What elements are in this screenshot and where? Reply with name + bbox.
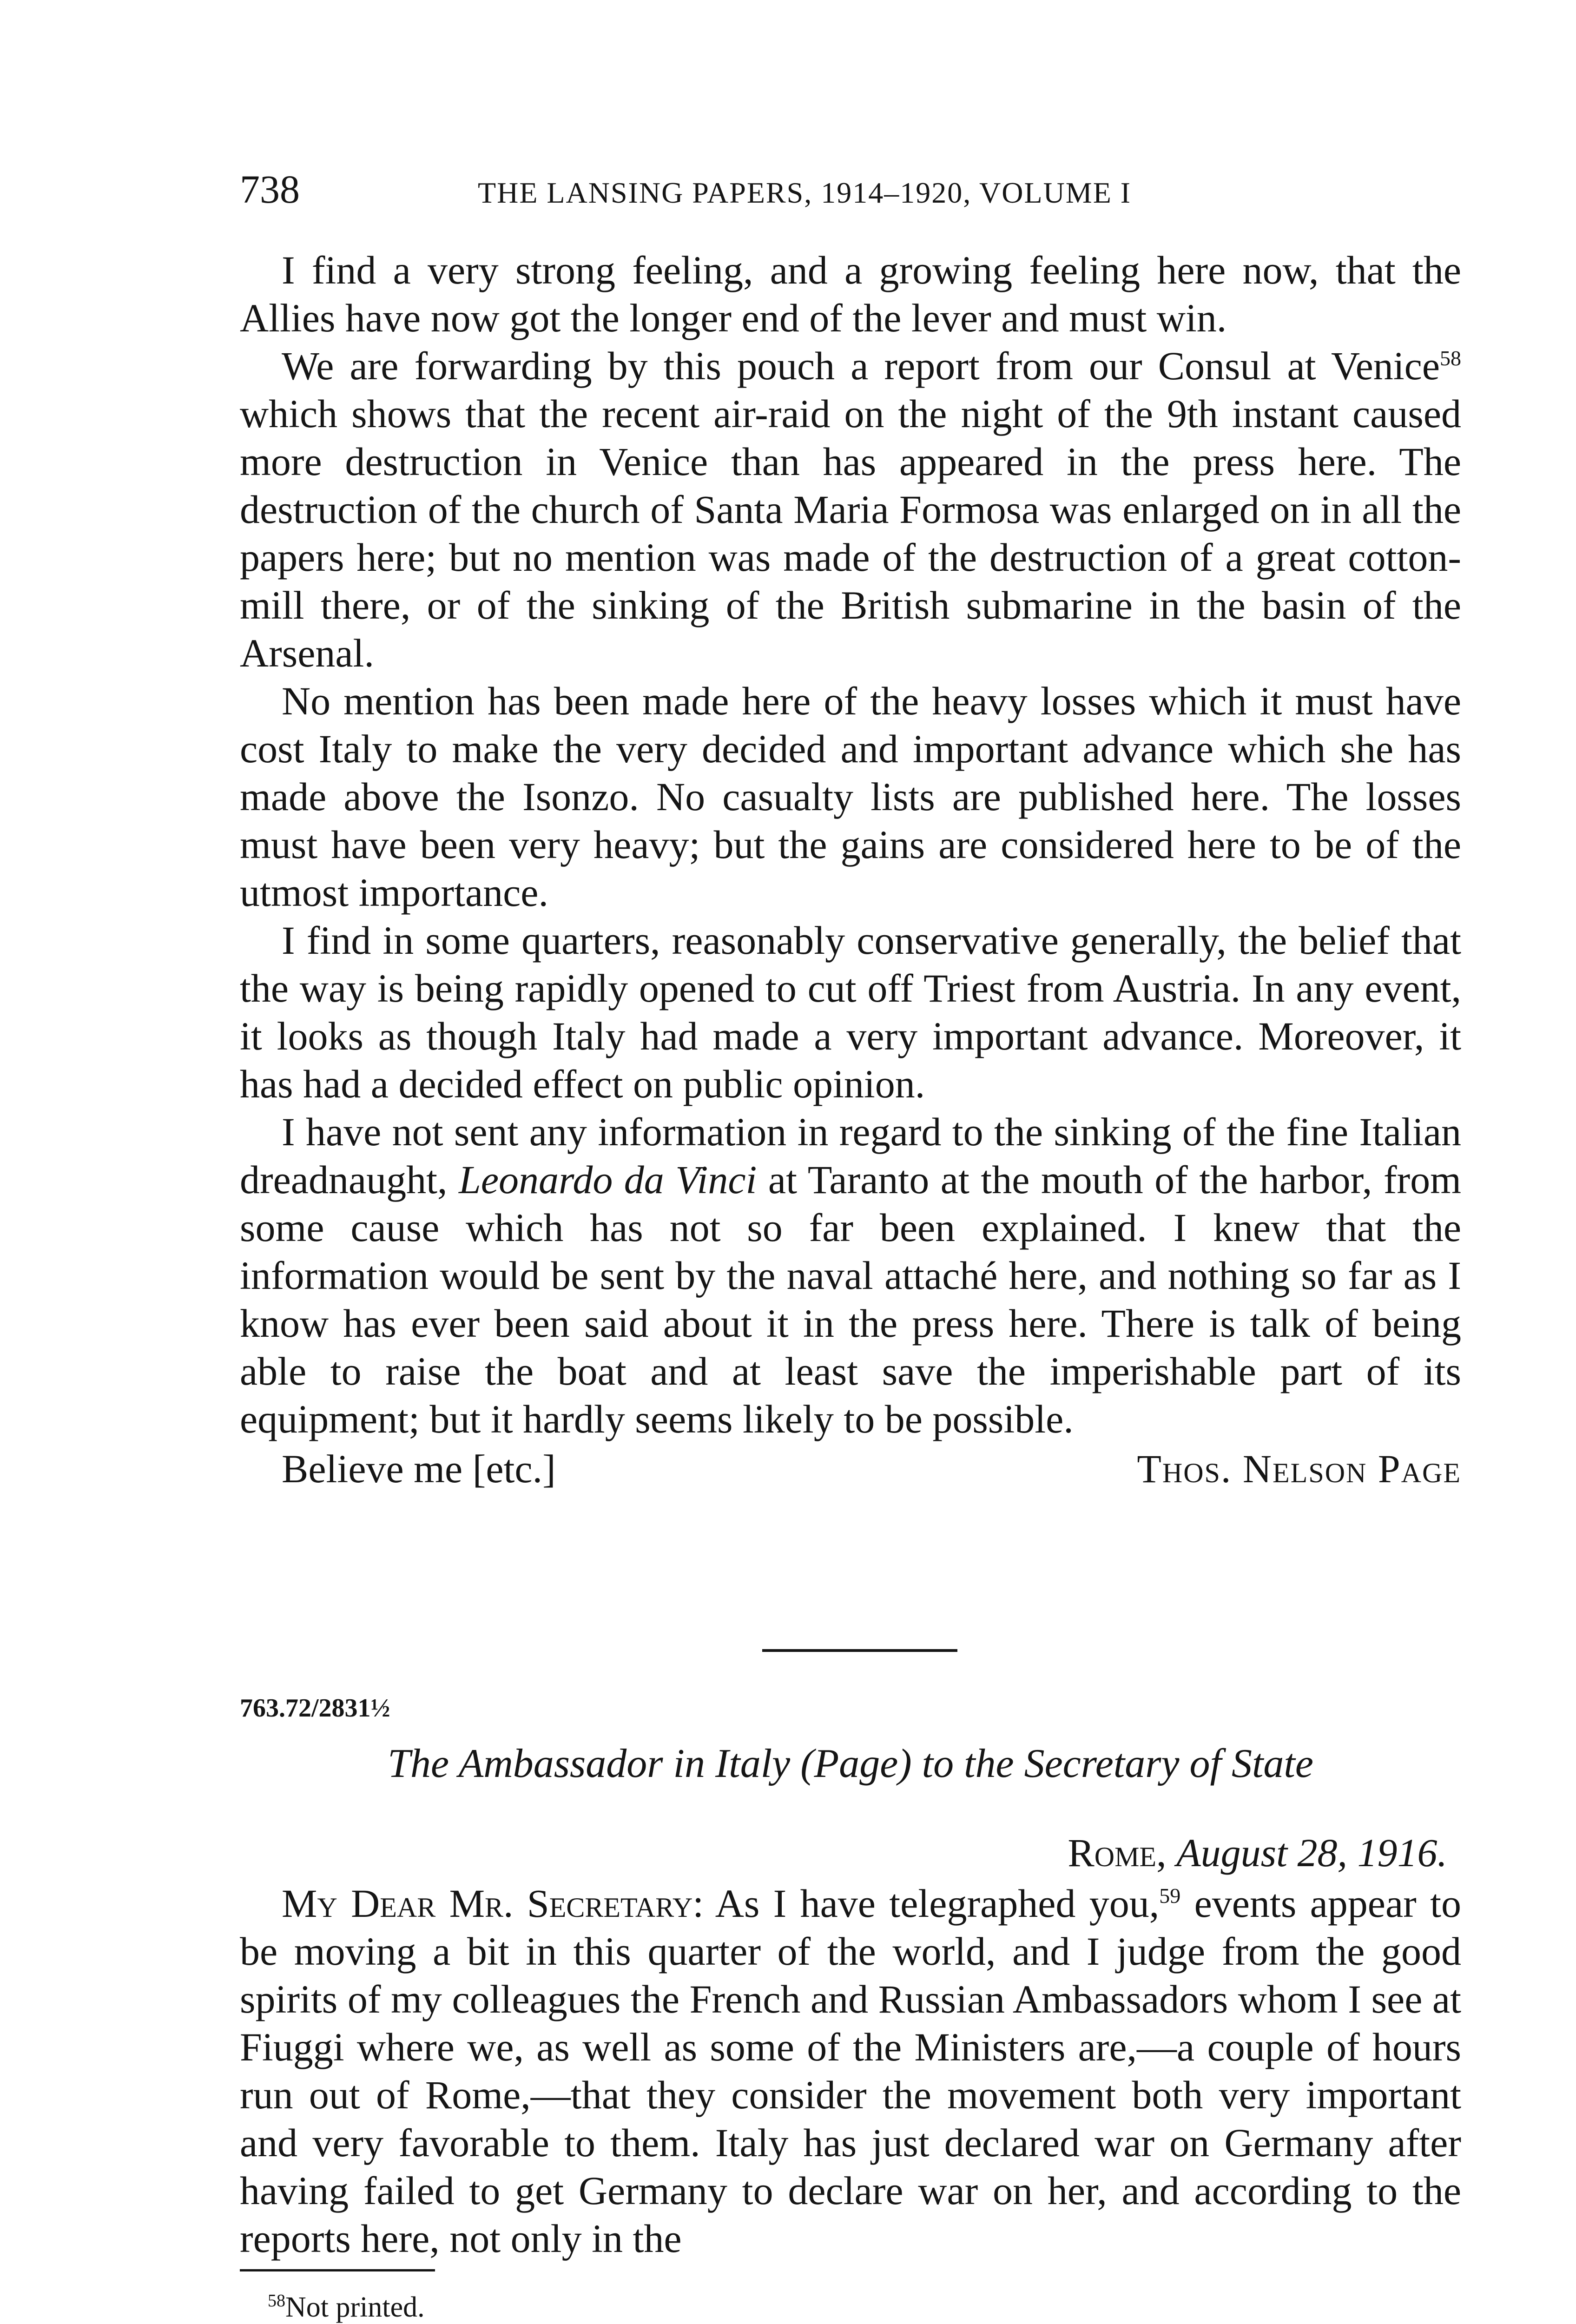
paragraph: No mention has been made here of the heavy losses which it must have cost Italy to make the very decided and important advance which she has made above the Isonzo. No casualty lists are published here. The losses must have been very heavy; but the gains are considered here to be of the utmost importance. — [240, 679, 1461, 915]
ship-name: Leonardo da Vinci — [459, 1157, 757, 1202]
footnote-ref: 59 — [1159, 1884, 1181, 1908]
date-place: Rome, — [1068, 1830, 1167, 1875]
letter-one-body — [240, 246, 1461, 1493]
footnote-ref: 58 — [1440, 346, 1461, 370]
salutation: My Dear Mr. Secretary: — [282, 1881, 704, 1926]
page-number: 738 — [240, 167, 300, 211]
closing: Believe me [etc.] — [282, 1446, 556, 1491]
closing-line — [240, 1445, 1461, 1493]
footnote — [240, 2289, 1355, 2324]
paragraph-text: As I have telegraphed you, — [704, 1881, 1160, 1926]
file-number: 763.72/2831½ — [240, 1694, 390, 1723]
section-divider — [762, 1649, 957, 1652]
paragraph-text: I have not sent any information in regard to the sinking of the fine Italian dreadnaught, — [240, 1109, 1461, 1202]
paragraph-text: events appear to be moving a bit in this quarter of the world, and I judge from the good spirits of my colleagues the French and Russian Ambassadors whom I see at Fiuggi where we, as well as some of the Ministers are,—a couple of hours run out of Rome,—that they consider the movement both very important and very favorable to them. Italy has just declared war on Germany after having failed to get Germany to declare war on her, and according to the reports here, not only in the — [240, 1881, 1462, 2261]
paragraph-text: at Taranto at the mouth of the harbor, from some cause which has not so far been explained. I knew that the information would be sent by the naval attaché here, and nothing so far as I know has ever been said about it in the press here. There is talk of being able to raise the boat and at least save the imperishable part of its equipment; but it hardly seems likely to be possible. — [240, 1157, 1461, 1441]
page-header — [240, 164, 1485, 215]
paragraph — [240, 342, 1461, 677]
letter-two-body — [240, 1829, 1461, 2263]
footnote-text: Not printed. — [285, 2291, 425, 2323]
paragraph — [240, 1880, 1461, 2263]
paragraph-text: We are forwarding by this pouch a report from our Consul at Venice — [282, 343, 1440, 388]
running-head: THE LANSING PAPERS, 1914–1920, VOLUME I — [478, 176, 1132, 209]
document-title: The Ambassador in Italy (Page) to the Secretary of State — [388, 1741, 1313, 1786]
paragraph-text: which shows that the recent air-raid on the night of the 9th instant caused more destruction in Venice than has appeared in the press here. The destruction of the church of Santa Maria Formosa was enlarged on in all the papers here; but no mention was made of the destruction of a great cotton-mill there, or of the sinking of the British submarine in the basin of the Arsenal. — [240, 391, 1461, 675]
footnote-mark: 58 — [268, 2291, 285, 2311]
signature: Thos. Nelson Page — [1137, 1446, 1461, 1491]
footnote-divider — [240, 2269, 435, 2271]
paragraph: I find a very strong feeling, and a growing feeling here now, that the Allies have now got the longer end of the lever and must win. — [240, 248, 1461, 340]
paragraph — [240, 1108, 1461, 1443]
date: August 28, 1916. — [1176, 1830, 1447, 1875]
dateline — [240, 1829, 1461, 1877]
footnotes — [240, 2289, 1355, 2324]
paragraph: I find in some quarters, reasonably conservative generally, the belief that the way is being rapidly opened to cut off Triest from Austria. In any event, it looks as though Italy had made a very important advance. Moreover, it has had a decided effect on public opinion. — [240, 918, 1461, 1106]
